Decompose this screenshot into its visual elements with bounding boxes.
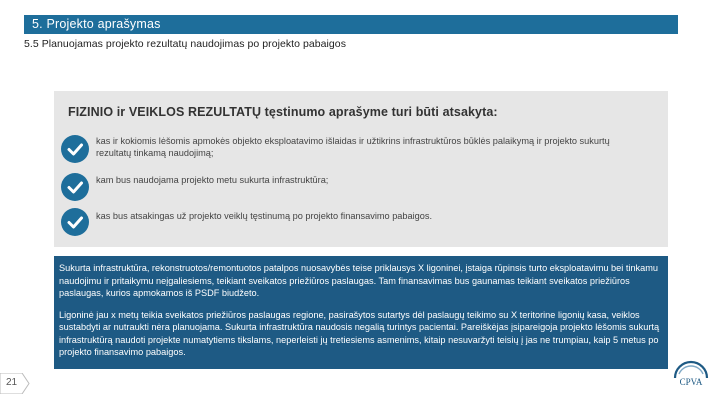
requirement-text: kam bus naudojama projekto metu sukurta infrastruktūra; xyxy=(96,175,329,185)
checkmark-icon xyxy=(61,135,89,163)
checkmark-icon xyxy=(61,173,89,201)
cpva-logo-icon xyxy=(670,358,712,398)
logo-text: CPVA xyxy=(679,377,703,387)
checkmark-icon xyxy=(61,208,89,236)
page-number-tab xyxy=(0,373,30,394)
example-paragraph: Ligoninė jau x metų teikia sveikatos priežiūros paslaugas regione, pasirašytos sutartys dėl paslaugų teikimo su X teritorine ligonių kasa, veiklos sustabdyti ar nutraukti nėra planuojama. Sukurta infrastruktūra naudosis negalią turintys pacientai. Pareiškėjas įsipareigoja projekto lėšomis sukurtą infrastruktūrą naudoti projekte numatytiems tikslams, neperleisti jų tretiesiems asmenims, kitaip nesuvaržyti teisių į jas ne trumpiau, kaip 5 metus po projekto finansavimo pabaigos. xyxy=(59,309,660,357)
example-box xyxy=(54,256,668,369)
requirements-box xyxy=(54,91,668,247)
requirement-text: kas ir kokiomis lėšomis apmokės objekto eksploatavimo išlaidas ir užtikrins infrastruktūros būklės palaikymą ir projekto sukurtų rezultatų tinkamą naudojimą; xyxy=(96,136,610,158)
section-title-bar xyxy=(24,15,678,34)
requirements-title: FIZINIO ir VEIKLOS REZULTATŲ tęstinumo aprašyme turi būti atsakyta: xyxy=(68,105,498,119)
example-paragraph: Sukurta infrastruktūra, rekonstruotos/remontuotos patalpos nuosavybės teise priklausys X ligoninei, įstaiga rūpinsis turto eksploatavimu bei tinkamu naudojimu ir pritaikymu neįgaliesiems, teikiant sveikatos priežiūros paslaugas. Tam finansavimas bus gaunamas teikiant sveikatos priežiūros paslaugas, kurios apmokamos iš PSDF biudžeto. xyxy=(59,263,659,298)
subheading: 5.5 Planuojamas projekto rezultatų naudojimas po projekto pabaigos xyxy=(24,38,347,50)
page-number: 21 xyxy=(6,377,18,388)
section-title: 5. Projekto aprašymas xyxy=(32,17,161,31)
requirement-text: kas bus atsakingas už projekto veiklų tęstinumą po projekto finansavimo pabaigos. xyxy=(96,211,433,221)
